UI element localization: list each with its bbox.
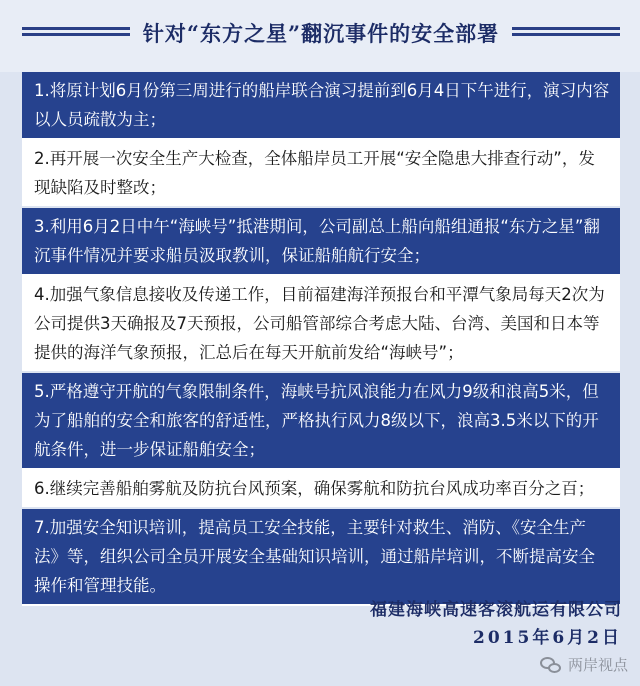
list-item-6: 6.继续完善船舶雾航及防抗台风预案，确保雾航和防抗台风成功率百分之百； xyxy=(22,470,620,509)
signature-block xyxy=(370,596,622,652)
wechat-icon xyxy=(540,655,562,675)
watermark xyxy=(540,654,628,675)
list-item-2: 2.再开展一次安全生产大检查，全体船岸员工开展“安全隐患大排查行动”，发现缺陷及时整改； xyxy=(22,140,620,208)
list-item-3: 3.利用6月2日中午“海峡号”抵港期间，公司副总上船向船组通报“东方之星”翻沉事件情况并要求船员汲取教训，保证船舶航行安全； xyxy=(22,208,620,276)
watermark-text: 两岸视点 xyxy=(567,656,628,674)
list-item-1: 1.将原计划6月份第三周进行的船岸联合演习提前到6月4日下午进行，演习内容以人员疏散为主； xyxy=(22,72,620,140)
page-title: 针对“东方之星”翻沉事件的安全部署 xyxy=(142,21,500,46)
list-item-7: 7.加强安全知识培训，提高员工安全技能，主要针对救生、消防、《安全生产法》等，组织公司全员开展安全基础知识培训，通过船岸培训，不断提高安全操作和管理技能。 xyxy=(22,509,620,606)
header xyxy=(0,0,640,72)
list-item-4: 4.加强气象信息接收及传递工作，目前福建海洋预报台和平潭气象局每天2次为公司提供3天确报及7天预报，公司船管部综合考虑大陆、台湾、美国和日本等提供的海洋气象预报，汇总后在每天开航前发给“海峡号”； xyxy=(22,276,620,373)
issue-date: 2015年6月2日 xyxy=(473,628,622,648)
header-stripes-right xyxy=(512,27,620,39)
company-name: 福建海峡高速客滚航运有限公司 xyxy=(370,600,622,620)
measures-list xyxy=(22,72,620,606)
list-item-5: 5.严格遵守开航的气象限制条件，海峡号抗风浪能力在风力9级和浪高5米，但为了船舶的安全和旅客的舒适性，严格执行风力8级以下，浪高3.5米以下的开航条件，进一步保证船舶安全； xyxy=(22,373,620,470)
header-stripes-left xyxy=(22,27,130,39)
